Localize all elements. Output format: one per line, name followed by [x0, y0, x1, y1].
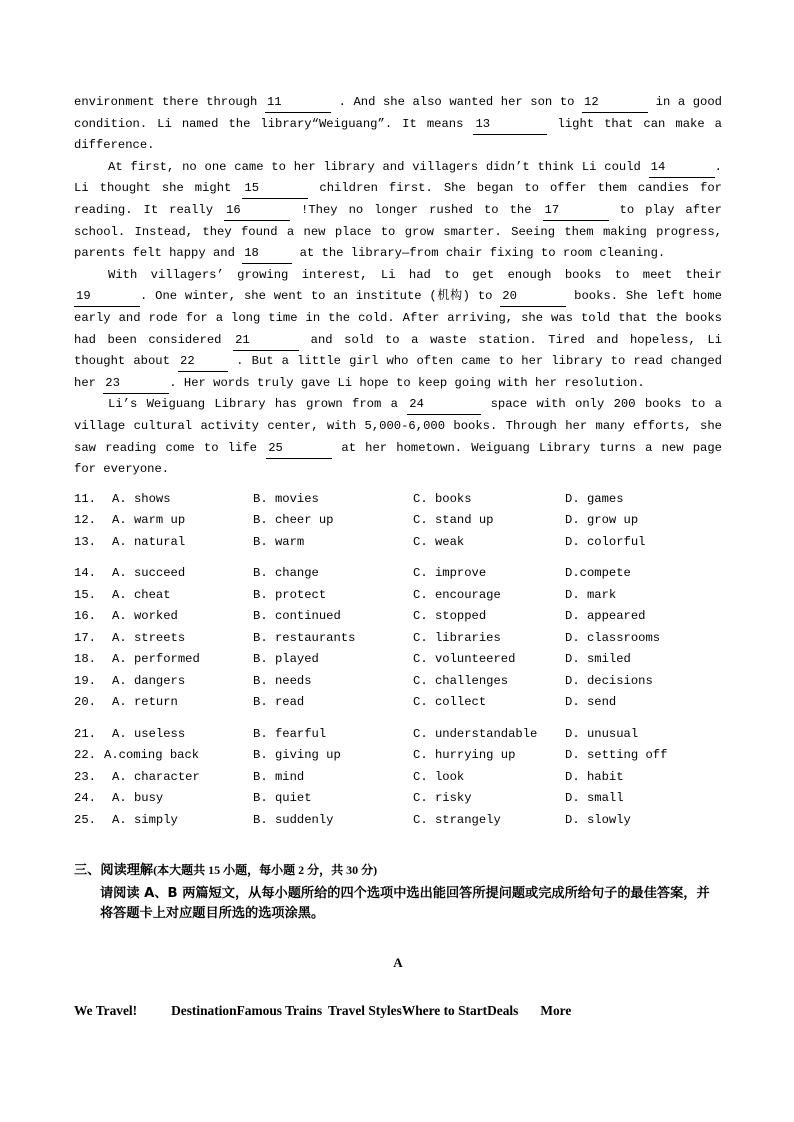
question-number: 18.: [74, 652, 96, 667]
option-d[interactable]: D. grow up: [565, 513, 639, 528]
option-b[interactable]: B. played: [253, 652, 319, 667]
option-a[interactable]: A. succeed: [112, 566, 186, 581]
passage-text: to play after school. Instead, they found a new place to grow smarter. Seeing them making progress, parents felt happy and: [74, 202, 722, 261]
option-d[interactable]: D. colorful: [565, 534, 646, 549]
option-a[interactable]: A. simply: [112, 812, 178, 827]
option-d[interactable]: D. send: [565, 695, 617, 710]
passage-text: space with only 200 books to a village cultural activity center, with 5,000-6,000 books. Through her many efforts, she saw reading come to life: [74, 397, 722, 455]
question-number: 15.: [74, 587, 96, 602]
blank-19[interactable]: 19: [74, 287, 140, 307]
quote-close: ”: [377, 116, 385, 131]
option-b[interactable]: B. suddenly: [253, 812, 334, 827]
passage-text: at the library—from chair fixing to room cleaning.: [299, 246, 666, 261]
nav-item-famous-trains[interactable]: Famous Trains: [236, 1002, 323, 1018]
option-row-17: [74, 631, 722, 653]
nav-item-travel-styles[interactable]: Travel Styles: [328, 1002, 402, 1018]
option-c[interactable]: C. improve: [413, 566, 487, 581]
cloze-options-list: [74, 492, 722, 835]
nav-item-deals[interactable]: Deals: [487, 1002, 519, 1018]
passage-text: at her hometown. Weiguang Library turns a new page for everyone.: [74, 440, 722, 477]
option-c[interactable]: C. libraries: [413, 630, 501, 645]
cloze-passage: [74, 92, 722, 481]
option-b[interactable]: B. restaurants: [253, 630, 356, 645]
blank-24[interactable]: 24: [407, 395, 481, 415]
page-content: [74, 92, 722, 1019]
option-a[interactable]: A. busy: [112, 791, 164, 806]
option-row-11: [74, 492, 722, 514]
question-number: 13.: [74, 534, 96, 549]
option-d[interactable]: D. decisions: [565, 673, 653, 688]
option-a[interactable]: A. cheat: [112, 587, 171, 602]
reading-section-heading: [74, 860, 722, 925]
passage-text: . But a little girl who often came to her library to read changed her: [74, 354, 722, 390]
option-row-12: [74, 513, 722, 535]
option-row-18: [74, 652, 722, 674]
option-a[interactable]: A. shows: [112, 491, 171, 506]
option-d[interactable]: D. smiled: [565, 652, 631, 667]
option-d[interactable]: D. classrooms: [565, 630, 661, 645]
option-d[interactable]: D. appeared: [565, 609, 646, 624]
option-c[interactable]: C. strangely: [413, 812, 501, 827]
nav-item-where-to-start[interactable]: Where to Start: [401, 1002, 488, 1018]
blank-20[interactable]: 20: [500, 287, 566, 307]
option-row-14: [74, 566, 722, 588]
passage-text: . One winter, she went to an institute (机构) to: [140, 289, 493, 304]
blank-18[interactable]: 18: [242, 244, 292, 264]
option-b[interactable]: B. change: [253, 566, 319, 581]
option-b[interactable]: B. continued: [253, 609, 341, 624]
option-c[interactable]: C. look: [413, 769, 465, 784]
option-b[interactable]: B. quiet: [253, 791, 312, 806]
passage-paragraph-2: [74, 157, 722, 265]
option-c[interactable]: C. encourage: [413, 587, 501, 602]
option-row-23: [74, 770, 722, 792]
travel-site-navbar: [74, 1003, 722, 1019]
option-a[interactable]: A. worked: [112, 609, 178, 624]
option-row-20: [74, 695, 722, 717]
library-name: Weiguang: [318, 116, 378, 131]
option-d[interactable]: D. games: [565, 491, 624, 506]
option-a[interactable]: A. character: [112, 769, 200, 784]
option-d[interactable]: D. mark: [565, 587, 617, 602]
option-c[interactable]: C. collect: [413, 695, 487, 710]
nav-item-more[interactable]: More: [540, 1002, 572, 1018]
option-row-15: [74, 588, 722, 610]
question-number: 20.: [74, 695, 96, 710]
option-b[interactable]: B. cheer up: [253, 513, 334, 528]
question-number: 24.: [74, 791, 96, 806]
question-number: 14.: [74, 566, 96, 581]
option-a[interactable]: A.coming back: [104, 748, 200, 763]
option-c[interactable]: C. weak: [413, 534, 465, 549]
blank-25[interactable]: 25: [266, 439, 332, 459]
passage-text: children first. She began to offer them candies for reading. It really: [74, 181, 722, 217]
passage-text: books. She left home early and rode for a long time in the cold. After arriving, she was told that the books had been considered: [74, 289, 722, 347]
option-a[interactable]: A. performed: [112, 652, 200, 667]
option-row-22: [74, 748, 722, 770]
option-row-16: [74, 609, 722, 631]
option-a[interactable]: A. warm up: [112, 513, 186, 528]
passage-paragraph-3: [74, 265, 722, 395]
option-row-21: [74, 727, 722, 749]
blank-12[interactable]: 12: [582, 93, 648, 113]
option-b[interactable]: B. giving up: [253, 748, 341, 763]
blank-22[interactable]: 22: [178, 352, 228, 372]
blank-11[interactable]: 11: [265, 93, 331, 113]
blank-16[interactable]: 16: [224, 201, 290, 221]
section-title: 三、阅读理解: [74, 863, 154, 879]
passage-text: . Her words truly gave Li hope to keep going with her resolution.: [169, 375, 645, 390]
passage-text: . Li thought she might: [74, 159, 722, 196]
question-number: 19.: [74, 673, 96, 688]
question-number: 21.: [74, 726, 96, 741]
question-number: 16.: [74, 609, 96, 624]
passage-text: in a good condition. Li named the library: [74, 95, 722, 131]
option-c[interactable]: C. understandable: [413, 726, 538, 741]
passage-text: Li’s Weiguang Library has grown from a: [108, 397, 398, 412]
option-c[interactable]: C. hurrying up: [413, 748, 516, 763]
option-b[interactable]: B. protect: [253, 587, 327, 602]
option-row-24: [74, 791, 722, 813]
option-a[interactable]: A. streets: [112, 630, 186, 645]
question-number: 17.: [74, 630, 96, 645]
question-number: 11.: [74, 491, 96, 506]
option-c[interactable]: C. risky: [413, 791, 472, 806]
passage-text: With villagers’ growing interest, Li had to get enough books to meet their: [108, 267, 722, 282]
option-d[interactable]: D.compete: [565, 566, 631, 581]
option-d[interactable]: D. unusual: [565, 726, 639, 741]
question-number: 25.: [74, 812, 96, 827]
option-row-25: [74, 813, 722, 835]
passage-text: . It means: [384, 116, 464, 131]
passage-text: At first, no one came to her library and villagers didn’t think Li could: [108, 159, 641, 174]
blank-15[interactable]: 15: [242, 179, 308, 199]
option-c[interactable]: C. books: [413, 491, 472, 506]
blank-21[interactable]: 21: [233, 331, 299, 351]
question-number: 22.: [74, 748, 96, 763]
option-c[interactable]: C. challenges: [413, 673, 509, 688]
option-a[interactable]: A. return: [112, 695, 178, 710]
option-d[interactable]: D. slowly: [565, 812, 631, 827]
option-c[interactable]: C. stand up: [413, 513, 494, 528]
question-number: 23.: [74, 769, 96, 784]
blank-13[interactable]: 13: [473, 115, 547, 135]
passage-paragraph-1: [74, 92, 722, 157]
passage-text: light that can make a difference.: [74, 116, 722, 153]
blank-23[interactable]: 23: [103, 374, 169, 394]
passage-text: !They no longer rushed to the: [301, 202, 532, 217]
option-b[interactable]: B. fearful: [253, 726, 327, 741]
nav-item-destination[interactable]: Destination: [171, 1002, 237, 1018]
option-a[interactable]: A. dangers: [112, 673, 186, 688]
option-c[interactable]: C. volunteered: [413, 652, 516, 667]
option-b[interactable]: B. mind: [253, 769, 305, 784]
question-number: 12.: [74, 513, 96, 528]
section-instruction: 请阅读 A、B 两篇短文，从每小题所给的四个选项中选出能回答所提问题或完成所给句子的最佳答案，并将答题卡上对应题目所选的选项涂黑。: [100, 885, 710, 922]
nav-brand-logo[interactable]: We Travel!: [74, 1002, 138, 1018]
option-b[interactable]: B. movies: [253, 491, 319, 506]
option-row-19: [74, 674, 722, 696]
option-d[interactable]: D. setting off: [565, 748, 668, 763]
option-b[interactable]: B. needs: [253, 673, 312, 688]
option-b[interactable]: B. warm: [253, 534, 305, 549]
option-d[interactable]: D. small: [565, 791, 624, 806]
option-d[interactable]: D. habit: [565, 769, 624, 784]
passage-text: . And she also wanted her son to: [338, 95, 575, 109]
passage-a-marker: A: [393, 954, 403, 970]
option-a[interactable]: A. useless: [112, 726, 186, 741]
section-score-note: (本大题共 15 小题，每小题 2 分，共 30 分): [153, 863, 378, 878]
passage-text: and sold to a waste station. Tired and hopeless, Li thought about: [74, 332, 722, 369]
option-row-13: [74, 535, 722, 557]
option-a[interactable]: A. natural: [112, 534, 186, 549]
passage-paragraph-4: [74, 394, 722, 480]
quote-open: “: [311, 116, 319, 131]
passage-text: environment there through: [74, 95, 258, 109]
blank-14[interactable]: 14: [649, 158, 715, 178]
option-c[interactable]: C. stopped: [413, 609, 487, 624]
section-title-line: [74, 860, 722, 882]
option-b[interactable]: B. read: [253, 695, 305, 710]
blank-17[interactable]: 17: [543, 201, 609, 221]
